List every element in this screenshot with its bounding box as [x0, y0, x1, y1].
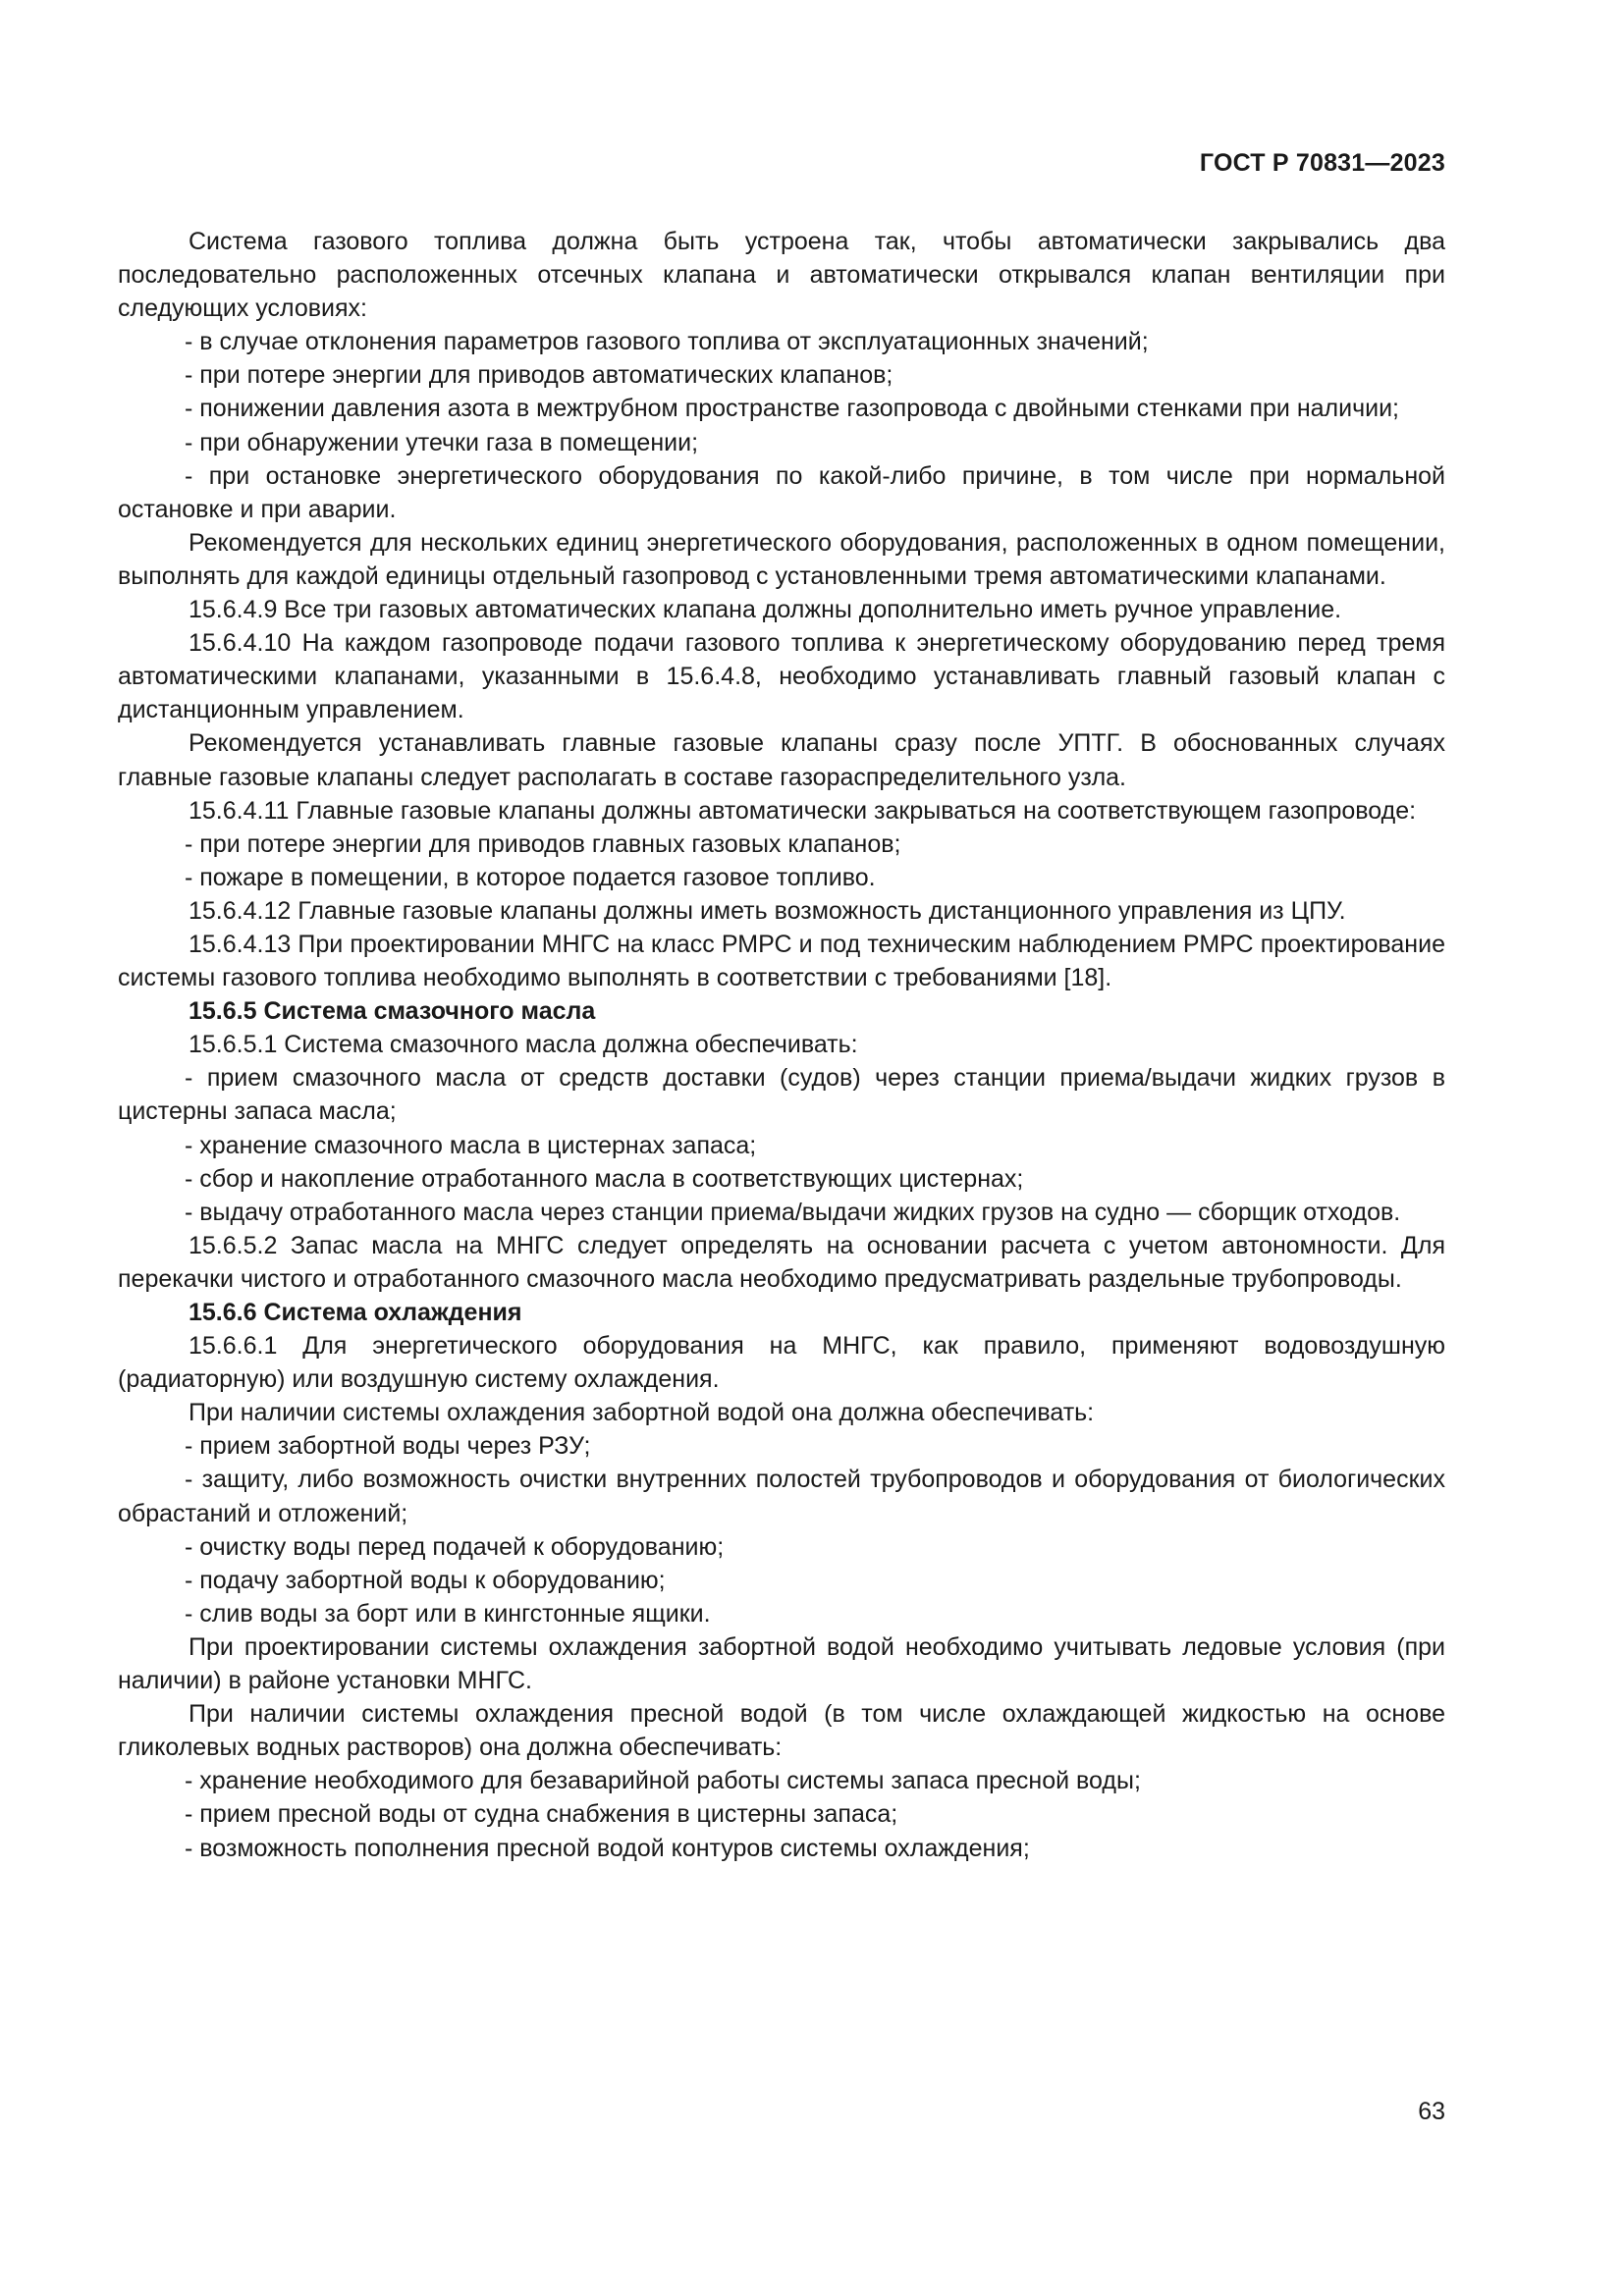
section-heading: 15.6.6 Система охлаждения: [189, 1299, 522, 1326]
list-item: - защиту, либо возможность очистки внутренних полостей трубопроводов и оборудования от биологических обрастаний и отложений;: [118, 1466, 1445, 1527]
list-item: - сбор и накопление отработанного масла в соответствующих цистернах;: [185, 1164, 1024, 1193]
document-number-header: ГОСТ Р 70831—2023: [1199, 149, 1445, 177]
body-paragraph: 15.6.4.10 На каждом газопроводе подачи газового топлива к энергетическому оборудованию перед тремя автоматическими клапанами, указанными в 15.6.4.8, необходимо устанавливать главный газовый клапан с дистанционным управлением.: [118, 629, 1445, 724]
list-item: - при остановке энергетического оборудования по какой-либо причине, в том числе при нормальной остановке и при аварии.: [118, 461, 1445, 523]
body-paragraph: Рекомендуется устанавливать главные газовые клапаны сразу после УПТГ. В обоснованных случаях главные газовые клапаны следует располагать в составе газораспределительного узла.: [118, 729, 1445, 791]
list-item: - при обнаружении утечки газа в помещении;: [185, 428, 699, 456]
list-item: - прием забортной воды через РЗУ;: [185, 1432, 591, 1461]
list-item: - хранение необходимого для безаварийной работы системы запаса пресной воды;: [185, 1767, 1141, 1795]
body-paragraph: 15.6.5.1 Система смазочного масла должна обеспечивать:: [189, 1031, 858, 1059]
page-number: 63: [1418, 2098, 1445, 2125]
body-paragraph: 15.6.4.12 Главные газовые клапаны должны иметь возможность дистанционного управления из ЦПУ.: [189, 896, 1346, 925]
list-item: - при потере энергии для приводов главных газовых клапанов;: [185, 829, 901, 858]
body-paragraph: 15.6.6.1 Для энергетического оборудования на МНГС, как правило, применяют водовоздушную (радиаторную) или воздушную систему охлаждения.: [118, 1332, 1445, 1394]
list-item: - при потере энергии для приводов автоматических клапанов;: [185, 361, 893, 390]
list-item: - подачу забортной воды к оборудованию;: [185, 1566, 666, 1594]
section-heading: 15.6.5 Система смазочного масла: [189, 997, 596, 1026]
list-item: - возможность пополнения пресной водой контуров системы охлаждения;: [185, 1834, 1030, 1862]
list-item: - в случае отклонения параметров газового топлива от эксплуатационных значений;: [185, 328, 1149, 356]
body-paragraph: Рекомендуется для нескольких единиц энергетического оборудования, расположенных в одном помещении, выполнять для каждой единицы отдельный газопровод с установленными тремя автоматическими клапанами.: [118, 528, 1445, 590]
list-item: - понижении давления азота в межтрубном пространстве газопровода с двойными стенками при наличии;: [185, 395, 1399, 423]
list-item: - прием смазочного масла от средств доставки (судов) через станции приема/выдачи жидких грузов в цистерны запаса масла;: [118, 1064, 1445, 1126]
body-paragraph: При проектировании системы охлаждения забортной водой необходимо учитывать ледовые условия (при наличии) в районе установки МНГС.: [118, 1632, 1445, 1695]
body-paragraph: Система газового топлива должна быть устроена так, чтобы автоматически закрывались два последовательно расположенных отсечных клапана и автоматически открывался клапан вентиляции при следующих условиях:: [118, 228, 1445, 323]
list-item: - слив воды за борт или в кингстонные ящики.: [185, 1599, 711, 1628]
body-paragraph: 15.6.4.9 Все три газовых автоматических клапана должны дополнительно иметь ручное управление.: [189, 596, 1342, 624]
list-item: - выдачу отработанного масла через станции приема/выдачи жидких грузов на судно — сборщик отходов.: [185, 1198, 1401, 1226]
document-body: [118, 225, 1445, 1865]
list-item: - хранение смазочного масла в цистернах запаса;: [185, 1131, 757, 1159]
body-paragraph: 15.6.4.13 При проектировании МНГС на класс РМРС и под техническим наблюдением РМРС проектирование системы газового топлива необходимо выполнять в соответствии с требованиями [18].: [118, 930, 1445, 992]
body-paragraph: При наличии системы охлаждения пресной водой (в том числе охлаждающей жидкостью на основе гликолевых водных растворов) она должна обеспечивать:: [118, 1700, 1445, 1762]
body-paragraph: 15.6.5.2 Запас масла на МНГС следует определять на основании расчета с учетом автономности. Для перекачки чистого и отработанного смазочного масла необходимо предусматривать раздельные трубопроводы.: [118, 1231, 1445, 1293]
body-paragraph: 15.6.4.11 Главные газовые клапаны должны автоматически закрываться на соответствующем газопроводе:: [189, 796, 1417, 825]
body-paragraph: При наличии системы охлаждения забортной водой она должна обеспечивать:: [189, 1399, 1095, 1427]
list-item: - прием пресной воды от судна снабжения в цистерны запаса;: [185, 1800, 898, 1829]
list-item: - пожаре в помещении, в которое подается газовое топливо.: [185, 863, 876, 891]
list-item: - очистку воды перед подачей к оборудованию;: [185, 1532, 725, 1561]
